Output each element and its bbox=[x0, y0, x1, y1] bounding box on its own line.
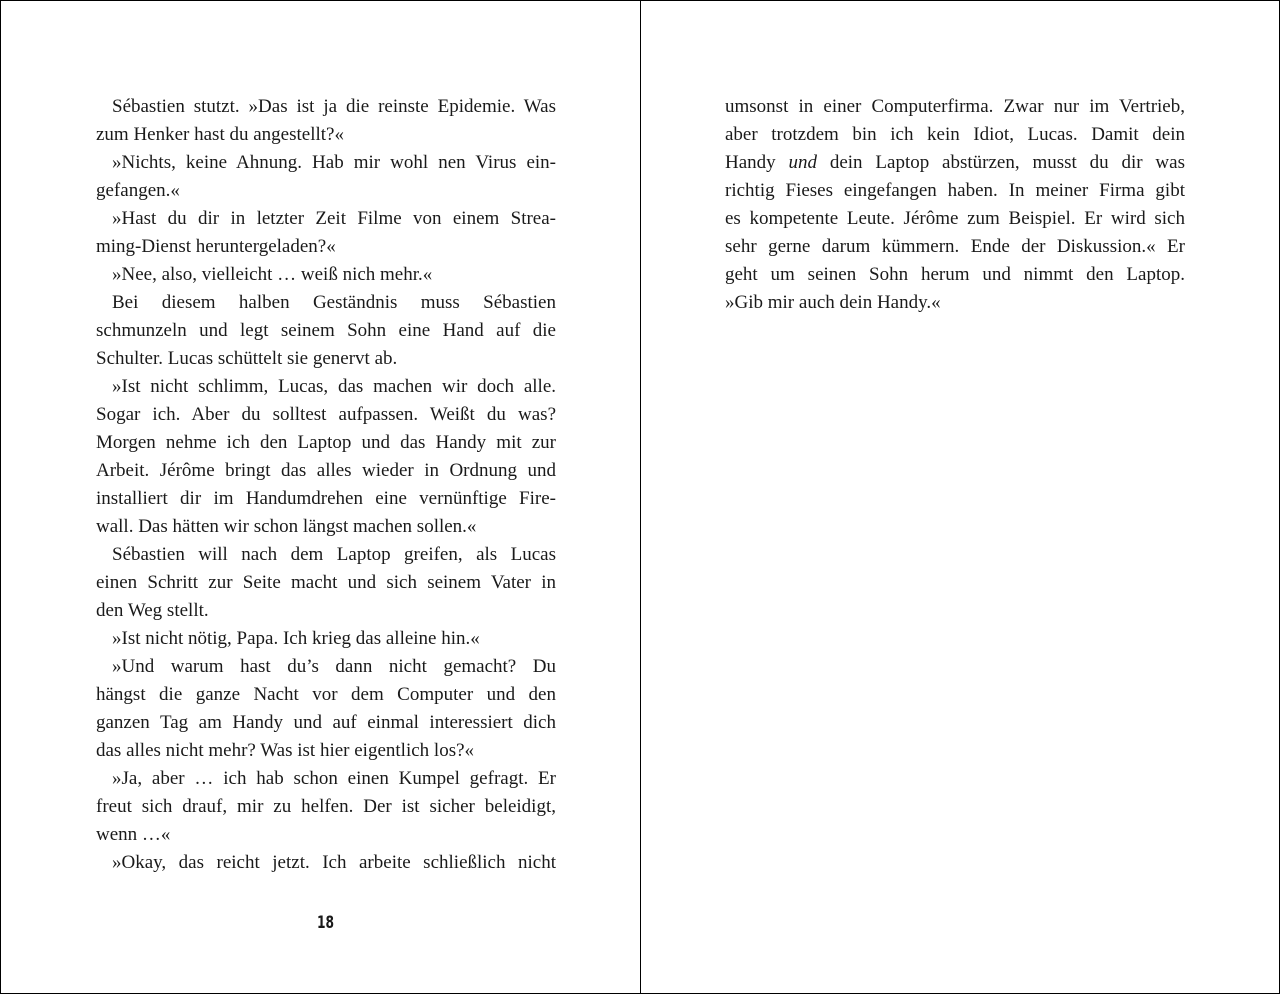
text-line: Sogar ich. Aber du solltest aufpassen. Weißt du was? bbox=[96, 404, 556, 425]
text-line: ming-Dienst heruntergeladen?« bbox=[96, 236, 336, 257]
text-line: wenn …« bbox=[96, 824, 171, 845]
emphasis-word: und bbox=[788, 152, 817, 173]
text-segment: Handy bbox=[725, 152, 789, 173]
text-line: »Ist nicht nötig, Papa. Ich krieg das alleine hin.« bbox=[112, 628, 480, 649]
text-line: freut sich drauf, mir zu helfen. Der ist sicher beleidigt, bbox=[96, 796, 556, 817]
text-line: Bei diesem halben Geständnis muss Sébastien bbox=[112, 292, 556, 313]
text-line: Sébastien will nach dem Laptop greifen, als Lucas bbox=[112, 544, 556, 565]
text-line: Sébastien stutzt. »Das ist ja die reinste Epidemie. Was bbox=[112, 96, 556, 117]
right-page bbox=[640, 0, 1280, 994]
text-line: »Okay, das reicht jetzt. Ich arbeite schließlich nicht bbox=[112, 852, 556, 873]
text-line: schmunzeln und legt seinem Sohn eine Hand auf die bbox=[96, 320, 556, 341]
text-line: umsonst in einer Computerfirma. Zwar nur im Vertrieb, bbox=[725, 96, 1185, 117]
text-line: einen Schritt zur Seite macht und sich seinem Vater in bbox=[96, 572, 556, 593]
text-line: richtig Fieses eingefangen haben. In meiner Firma gibt bbox=[725, 180, 1185, 201]
text-line: wall. Das hätten wir schon längst machen sollen.« bbox=[96, 516, 477, 537]
text-line: »Ja, aber … ich hab schon einen Kumpel gefragt. Er bbox=[112, 768, 556, 789]
text-line: es kompetente Leute. Jérôme zum Beispiel. Er wird sich bbox=[725, 208, 1185, 229]
text-line: installiert dir im Handumdrehen eine vernünftige Fire- bbox=[96, 488, 556, 509]
text-line: zum Henker hast du angestellt?« bbox=[96, 124, 344, 145]
text-line: den Weg stellt. bbox=[96, 600, 209, 621]
text-line: sehr gerne darum kümmern. Ende der Diskussion.« Er bbox=[725, 236, 1185, 257]
left-page-text bbox=[96, 93, 556, 877]
text-line: geht um seinen Sohn herum und nimmt den Laptop. bbox=[725, 264, 1185, 285]
page-number: 18 bbox=[316, 913, 335, 933]
text-line bbox=[725, 149, 1185, 177]
text-line: »Und warum hast du’s dann nicht gemacht? Du bbox=[112, 656, 556, 677]
text-line: aber trotzdem bin ich kein Idiot, Lucas. Damit dein bbox=[725, 124, 1185, 145]
text-line: »Nichts, keine Ahnung. Hab mir wohl nen Virus ein- bbox=[112, 152, 556, 173]
text-line: »Ist nicht schlimm, Lucas, das machen wir doch alle. bbox=[112, 376, 556, 397]
text-line: Schulter. Lucas schüttelt sie genervt ab. bbox=[96, 348, 398, 369]
text-line: gefangen.« bbox=[96, 180, 180, 201]
text-line: »Nee, also, vielleicht … weiß nich mehr.« bbox=[112, 264, 433, 285]
text-line: »Gib mir auch dein Handy.« bbox=[725, 292, 941, 313]
text-line: ganzen Tag am Handy und auf einmal interessiert dich bbox=[96, 712, 556, 733]
text-line: hängst die ganze Nacht vor dem Computer und den bbox=[96, 684, 556, 705]
right-page-text bbox=[725, 93, 1185, 317]
text-line: Arbeit. Jérôme bringt das alles wieder in Ordnung und bbox=[96, 460, 556, 481]
text-line: Morgen nehme ich den Laptop und das Handy mit zur bbox=[96, 432, 556, 453]
text-line: das alles nicht mehr? Was ist hier eigentlich los?« bbox=[96, 740, 475, 761]
text-segment: dein Laptop abstürzen, musst du dir was bbox=[817, 152, 1185, 173]
text-line: »Hast du dir in letzter Zeit Filme von einem Strea- bbox=[112, 208, 556, 229]
